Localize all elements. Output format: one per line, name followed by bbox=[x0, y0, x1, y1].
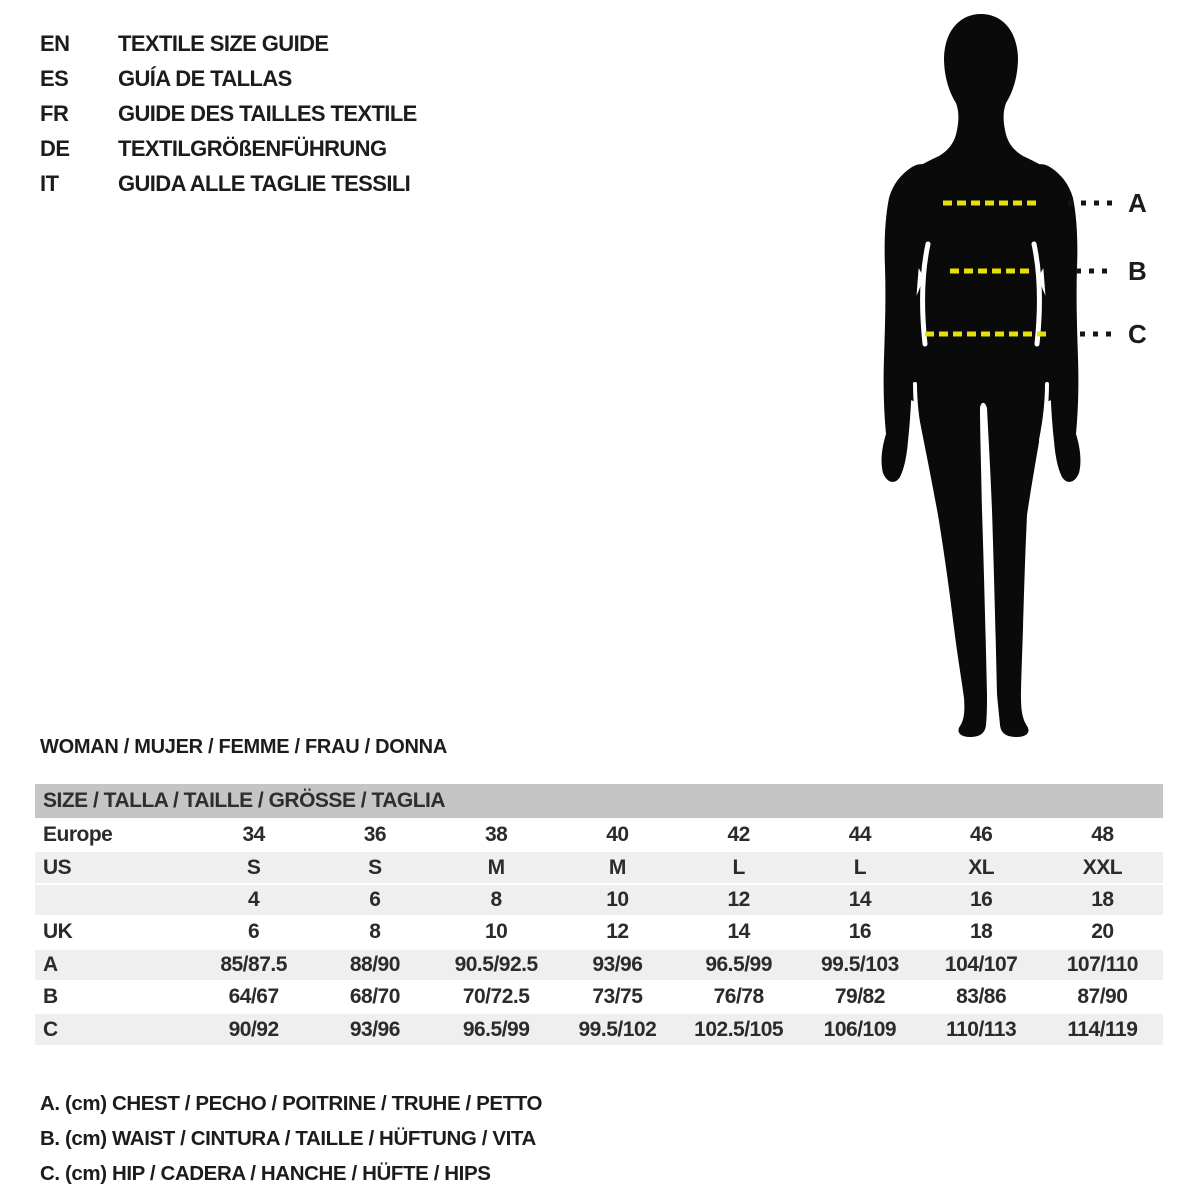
size-cell: XXL bbox=[1082, 855, 1123, 879]
size-cell: 10 bbox=[484, 920, 508, 944]
size-cell: 90.5/92.5 bbox=[454, 952, 538, 976]
size-table-row bbox=[35, 883, 1163, 915]
size-cell: 40 bbox=[606, 823, 629, 847]
size-cell: 90/92 bbox=[228, 1017, 279, 1041]
size-cell: 85/87.5 bbox=[220, 952, 287, 976]
size-cell: 16 bbox=[969, 887, 993, 911]
size-cell: 88/90 bbox=[349, 952, 400, 976]
language-code: IT bbox=[40, 170, 59, 196]
language-title: GUIDE DES TAILLES TEXTILE bbox=[118, 100, 417, 126]
size-cell: 83/86 bbox=[956, 985, 1007, 1009]
legend-line-waist: B. (cm) WAIST / CINTURA / TAILLE / HÜFTUNG / VITA bbox=[40, 1127, 536, 1150]
size-row-label: B bbox=[43, 985, 58, 1009]
size-row-label: Europe bbox=[43, 823, 113, 847]
woman-body-silhouette bbox=[889, 14, 1072, 737]
language-row bbox=[40, 61, 417, 96]
size-cell: S bbox=[246, 855, 261, 879]
size-cell: 48 bbox=[1091, 823, 1114, 847]
size-cell: 18 bbox=[1091, 887, 1114, 911]
size-cell: 76/78 bbox=[713, 985, 764, 1009]
language-guide-block bbox=[40, 26, 417, 201]
size-cell: 4 bbox=[248, 887, 260, 911]
size-cell: 96.5/99 bbox=[462, 1017, 530, 1041]
size-table-row bbox=[35, 1012, 1163, 1044]
size-cell: 10 bbox=[606, 887, 629, 911]
size-cell: 99.5/103 bbox=[821, 952, 899, 976]
size-cell: 73/75 bbox=[592, 985, 643, 1009]
size-table-row bbox=[35, 818, 1163, 850]
size-cell: 16 bbox=[848, 920, 872, 944]
size-cell: XL bbox=[968, 855, 995, 879]
size-table bbox=[35, 784, 1163, 1045]
size-cell: 99.5/102 bbox=[578, 1017, 657, 1041]
language-row bbox=[40, 26, 417, 61]
size-cell: M bbox=[487, 855, 505, 879]
size-cell: 12 bbox=[606, 920, 629, 944]
size-cell: 8 bbox=[490, 887, 502, 911]
size-cell: 106/109 bbox=[823, 1017, 897, 1041]
size-table-row bbox=[35, 850, 1163, 882]
size-cell: 110/113 bbox=[946, 1017, 1017, 1041]
measure-marker-label-a: A bbox=[1128, 188, 1147, 218]
language-row bbox=[40, 131, 417, 166]
size-cell: 34 bbox=[242, 823, 265, 847]
legend-line-hip: C. (cm) HIP / CADERA / HANCHE / HÜFTE / HIPS bbox=[40, 1162, 491, 1185]
size-cell: 114/119 bbox=[1067, 1017, 1138, 1041]
measure-marker-label-b: B bbox=[1128, 256, 1147, 286]
size-row-label: US bbox=[43, 855, 72, 879]
legend-line-chest: A. (cm) CHEST / PECHO / POITRINE / TRUHE / PETTO bbox=[40, 1092, 543, 1115]
measure-marker-label-c: C bbox=[1128, 319, 1147, 349]
size-cell: 44 bbox=[848, 823, 872, 847]
size-cell: 64/67 bbox=[228, 985, 279, 1009]
language-row bbox=[40, 96, 417, 131]
size-cell: 14 bbox=[727, 920, 750, 944]
size-cell: 20 bbox=[1091, 920, 1114, 944]
size-cell: 6 bbox=[369, 887, 381, 911]
size-cell: 70/72.5 bbox=[462, 985, 530, 1009]
size-cell: 93/96 bbox=[349, 1017, 400, 1041]
size-cell: 79/82 bbox=[834, 985, 885, 1009]
size-cell: 93/96 bbox=[592, 952, 643, 976]
size-cell: 46 bbox=[969, 823, 993, 847]
size-cell: M bbox=[608, 855, 626, 879]
size-cell: 6 bbox=[248, 920, 260, 944]
size-row-label: A bbox=[43, 952, 58, 976]
size-table-header: SIZE / TALLA / TAILLE / GRÖSSE / TAGLIA bbox=[35, 784, 1163, 818]
language-code: EN bbox=[40, 30, 70, 56]
language-title: GUÍA DE TALLAS bbox=[118, 65, 292, 91]
language-row bbox=[40, 166, 417, 201]
size-table-row bbox=[35, 980, 1163, 1012]
size-table-body bbox=[35, 818, 1163, 1045]
size-row-label: C bbox=[43, 1017, 58, 1041]
size-cell: 104/107 bbox=[944, 952, 1018, 976]
size-cell: 96.5/99 bbox=[705, 952, 772, 976]
language-title: GUIDA ALLE TAGLIE TESSILI bbox=[118, 170, 411, 196]
size-cell: 107/110 bbox=[1066, 952, 1138, 976]
section-heading: WOMAN / MUJER / FEMME / FRAU / DONNA bbox=[40, 736, 447, 758]
language-code: DE bbox=[40, 135, 70, 161]
size-cell: 87/90 bbox=[1077, 985, 1128, 1009]
size-cell: S bbox=[368, 855, 382, 879]
size-cell: 12 bbox=[727, 887, 750, 911]
size-cell: 14 bbox=[848, 887, 872, 911]
size-cell: 18 bbox=[969, 920, 993, 944]
size-cell: 102.5/105 bbox=[694, 1017, 784, 1041]
size-cell: 68/70 bbox=[349, 985, 400, 1009]
size-cell: L bbox=[853, 855, 867, 879]
size-row-label: UK bbox=[43, 920, 73, 944]
language-code: ES bbox=[40, 65, 69, 91]
language-code: FR bbox=[40, 100, 69, 126]
size-cell: 38 bbox=[484, 823, 508, 847]
size-table-row bbox=[35, 948, 1163, 980]
size-cell: 36 bbox=[363, 823, 387, 847]
language-title: TEXTILE SIZE GUIDE bbox=[118, 30, 329, 56]
measurement-legend bbox=[40, 1086, 542, 1191]
size-cell: 42 bbox=[727, 823, 750, 847]
size-cell: 8 bbox=[369, 920, 381, 944]
language-title: TEXTILGRÖßENFÜHRUNG bbox=[118, 135, 387, 161]
size-table-row bbox=[35, 915, 1163, 947]
size-cell: L bbox=[732, 855, 745, 879]
woman-silhouette-figure bbox=[880, 8, 1200, 748]
